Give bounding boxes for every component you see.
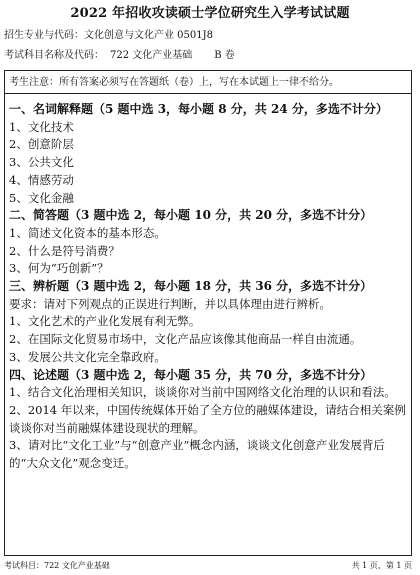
footer-subject-value: 722 文化产业基础 [44, 561, 110, 570]
question-item: 4、情感劳动 [9, 172, 74, 187]
section-heading: 三、辨析题（3 题中选 2，每小题 18 分，共 36 分，多选不计分） [9, 279, 373, 294]
section-heading: 一、名词解释题（5 题中选 3，每小题 8 分，共 24 分，多选不计分） [9, 102, 388, 116]
question-item: 3、发展公共文化完全靠政府。 [9, 349, 166, 364]
exam-content [9, 101, 409, 473]
exam-notice: 考生注意：所有答案必须写在答题纸（卷）上，写在本试题上一律不给分。 [9, 77, 339, 88]
question-item: 1、文化艺术的产业化发展有利无弊。 [9, 314, 201, 329]
question-item: 2、创意阶层 [9, 137, 74, 152]
footer-subject-label: 考试科目： [4, 561, 44, 570]
question-item: 2、什么是符号消费？ [9, 243, 120, 258]
question-item: 3、请对比“文化工业”与“创意产业”概念内涵，谈谈文化创意产业发展背后的“大众文化”观念变迁。 [9, 438, 385, 471]
subject-row [4, 46, 235, 61]
question-item: 3、何为“巧创新”？ [9, 261, 109, 276]
footer-page-info: 共 1 页，第 1 页 [351, 561, 412, 570]
question-item: 1、结合文化治理相关知识，谈谈你对当前中国网络文化治理的认识和看法。 [9, 385, 396, 400]
question-item: 5、文化金融 [9, 190, 74, 205]
subject-value: 722 文化产业基础 [110, 50, 193, 61]
subject-label: 考试科目名称及代码： [4, 50, 104, 61]
question-item: 1、文化技术 [9, 119, 74, 134]
exam-title: 2022 年招收攻读硕士学位研究生入学考试试题 [70, 6, 350, 21]
question-item: 要求：请对下列观点的正误进行判断，并以具体理由进行辨析。 [9, 296, 331, 311]
section-heading: 四、论述题（3 题中选 2，每小题 35 分，共 70 分，多选不计分） [9, 367, 373, 382]
notice-divider [5, 93, 411, 94]
major-label: 招生专业与代码： [4, 30, 84, 41]
question-item: 3、公共文化 [9, 155, 74, 170]
section-heading: 二、简答题（3 题中选 2，每小题 10 分，共 20 分，多选不计分） [9, 208, 373, 223]
paper-version: B 卷 [214, 50, 235, 61]
question-item: 1、简述文化资本的基本形态。 [9, 225, 166, 240]
exam-box [4, 70, 412, 556]
major-value: 文化创意与文化产业 0501J8 [84, 30, 213, 41]
footer-subject [4, 560, 110, 571]
question-item: 2、2014 年以来，中国传统媒体开始了全方位的融媒体建设，请结合相关案例谈谈你对当前融媒体建设现状的理解。 [9, 402, 406, 435]
major-row [4, 26, 213, 41]
question-item: 2、在国际文化贸易市场中，文化产品应该像其他商品一样自由流通。 [9, 332, 362, 347]
